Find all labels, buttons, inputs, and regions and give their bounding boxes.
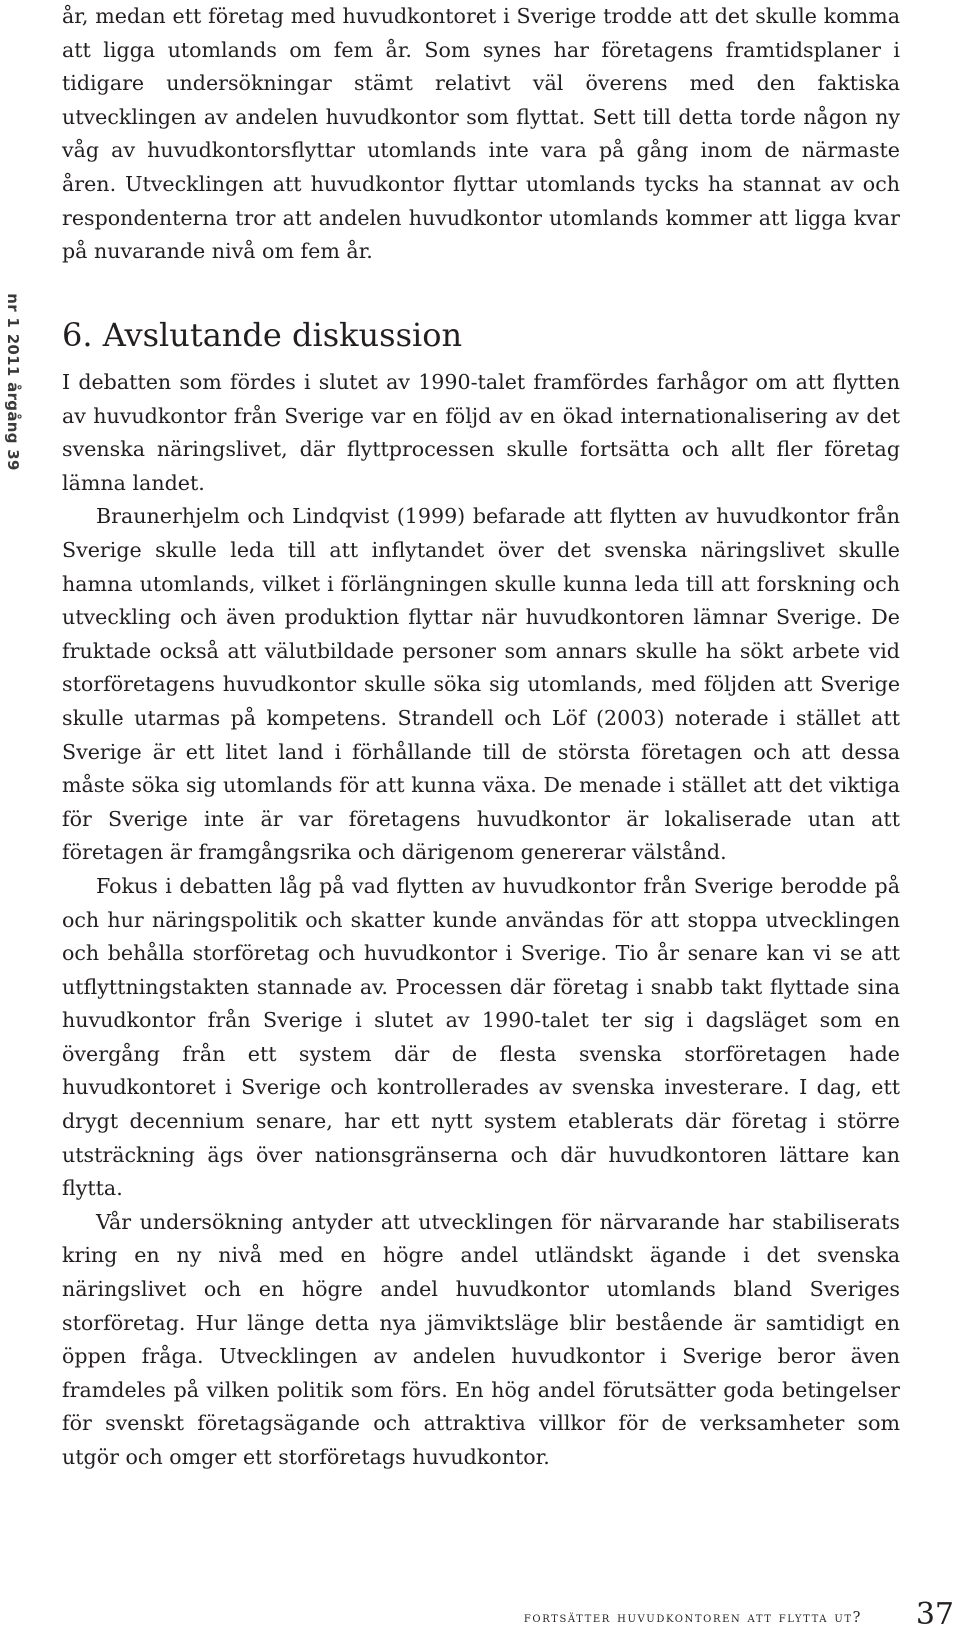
paragraph-3: Fokus i debatten låg på vad flytten av huvudkontor från Sverige berodde på och hur näringspolitik och skatter kunde användas för att stoppa utvecklingen och behålla storföretag och huvudkontor i Sverige. Tio år senare kan vi se att utflyttningstakten stannade av. Processen där företag i snabb takt flyttade sina huvudkontor från Sverige i slutet av 1990-talet ter sig i dagsläget som en övergång från ett system där de flesta svenska storföretagen hade huvudkontoret i Sverige och kontrollerades av svenska investerare. I dag, ett drygt decennium senare, har ett nytt system etablerats där företag i större utsträckning ägs över nationsgränserna och där huvudkontoren lättare kan flytta.	[62, 873, 900, 1201]
section-body	[62, 366, 900, 1475]
paragraph-1: I debatten som fördes i slutet av 1990-talet framfördes farhågor om att flytten av huvudkontor från Sverige var en följd av en ökad internationalisering av det svenska näringslivet, där flyttprocessen skulle fortsätta och allt fler företag lämna landet.	[62, 370, 900, 495]
page-footer	[0, 1597, 960, 1632]
section-heading: 6. Avslutande diskussion	[62, 316, 463, 354]
journal-issue-label: nr 1 2011 årgång 39	[4, 293, 22, 471]
intro-paragraph: år, medan ett företag med huvudkontoret i Sverige trodde att det skulle komma att ligga utomlands om fem år. Som synes har företagens framtidsplaner i tidigare undersökningar stämt relativt väl överens med den faktiska utvecklingen av andelen huvudkontor som flyttat. Sett till detta torde någon ny våg av huvudkontorsflyttar utomlands inte vara på gång inom de närmaste åren. Utvecklingen att huvudkontor flyttar utomlands tycks ha stannat av och respondenterna tror att andelen huvudkontor utomlands kommer att ligga kvar på nuvarande nivå om fem år.	[62, 4, 900, 264]
paragraph-4: Vår undersökning antyder att utvecklingen för närvarande har stabiliserats kring en ny nivå med en högre andel utländskt ägande i det svenska näringslivet och en högre andel huvudkontor utomlands bland Sveriges storföretag. Hur länge detta nya jämviktsläge blir bestående är samtidigt en öppen fråga. Utvecklingen av andelen huvudkontor i Sverige beror även framdeles på vilken politik som förs. En hög andel förutsätter goda betingelser för svenskt företagsägande och attraktiva villkor för de verksamheter som utgör och omger ett storföretags huvudkontor.	[62, 1209, 900, 1469]
page-number: 37	[915, 1597, 954, 1632]
running-title: fortsätter huvudkontoren att flytta ut?	[523, 1610, 862, 1626]
paragraph-2: Braunerhjelm och Lindqvist (1999) befarade att flytten av huvudkontor från Sverige skulle leda till att inflytandet över det svenska näringslivet skulle hamna utomlands, vilket i förlängningen skulle kunna leda till att forskning och utveckling och även produktion flyttar när huvudkontoren lämnar Sverige. De fruktade också att välutbildade personer som annars skulle ha sökt arbete vid storföretagens huvudkontor skulle söka sig utomlands, med följden att Sverige skulle utarmas på kompetens. Strandell och Löf (2003) noterade i stället att Sverige är ett litet land i förhållande till de största företagen och att dessa måste söka sig utomlands för att kunna växa. De menade i stället att det viktiga för Sverige inte är var företagens huvudkontor är lokaliserade utan att företagen är framgångsrika och därigenom genererar välstånd.	[62, 504, 900, 865]
journal-issue-sidebar	[0, 287, 26, 477]
